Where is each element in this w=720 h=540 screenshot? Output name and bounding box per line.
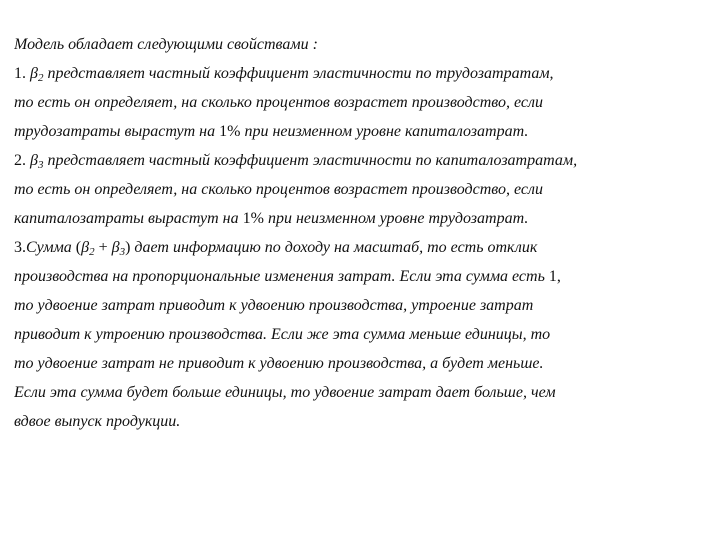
- italic-text: капиталозатраты вырастут на: [14, 210, 243, 227]
- upright-text: +: [94, 239, 112, 256]
- beta-symbol: β: [111, 239, 120, 256]
- italic-text: вдвое выпуск продукции.: [14, 413, 181, 430]
- text-line: [14, 378, 710, 407]
- subscript: 3: [37, 159, 44, 171]
- text-line: [14, 320, 710, 349]
- text-line: [14, 233, 710, 262]
- text-line: [14, 291, 710, 320]
- upright-text: ): [125, 239, 131, 256]
- text-line: [14, 88, 710, 117]
- text-line: [14, 204, 710, 233]
- beta-symbol: β: [30, 65, 38, 82]
- text-line: [14, 349, 710, 378]
- upright-text: 1%: [242, 210, 264, 227]
- italic-text: Модель обладает следующими свойствами :: [14, 36, 318, 53]
- subscript: 3: [119, 246, 126, 258]
- italic-text: то удвоение затрат приводит к удвоению производства, утроение затрат: [14, 297, 534, 314]
- text-line: [14, 175, 710, 204]
- italic-text: дает информацию по доходу на масштаб, то есть отклик: [130, 239, 538, 256]
- text-line: [14, 117, 710, 146]
- text-line: [14, 59, 710, 88]
- upright-text: (: [75, 239, 82, 256]
- subscript: 2: [89, 246, 95, 258]
- italic-text: трудозатраты вырастут на: [14, 123, 220, 140]
- text-line: [14, 262, 710, 291]
- document-body: [14, 30, 710, 436]
- italic-text: при неизменном уровне капиталозатрат.: [240, 123, 529, 140]
- upright-text: 1,: [548, 268, 561, 285]
- italic-text: представляет частный коэффициент эластичности по трудозатратам,: [43, 65, 554, 82]
- italic-text: приводит к утроению производства. Если же эта сумма меньше единицы, то: [14, 326, 551, 343]
- italic-text: то удвоение затрат не приводит к удвоению производства, а будет меньше.: [14, 355, 544, 372]
- text-line: [14, 146, 710, 175]
- beta-symbol: β: [30, 152, 38, 169]
- subscript: 2: [37, 72, 44, 84]
- upright-text: 1%: [219, 123, 241, 140]
- italic-text: при неизменном уровне трудозатрат.: [263, 210, 529, 227]
- italic-text: представляет частный коэффициент эластичности по капиталозатратам,: [43, 152, 578, 169]
- italic-text: то есть он определяет, на сколько процентов возрастет производство, если: [14, 94, 543, 111]
- upright-text: 3.: [14, 239, 26, 256]
- text-line: [14, 30, 710, 59]
- text-line: [14, 407, 710, 436]
- italic-text: Сумма: [26, 239, 76, 256]
- beta-symbol: β: [81, 239, 90, 256]
- italic-text: Если эта сумма будет больше единицы, то удвоение затрат дает больше, чем: [14, 384, 556, 401]
- italic-text: производства на пропорциональные изменения затрат. Если эта сумма есть: [14, 268, 549, 285]
- upright-text: 2.: [14, 152, 30, 169]
- upright-text: 1.: [14, 65, 30, 82]
- italic-text: то есть он определяет, на сколько процентов возрастет производство, если: [14, 181, 543, 198]
